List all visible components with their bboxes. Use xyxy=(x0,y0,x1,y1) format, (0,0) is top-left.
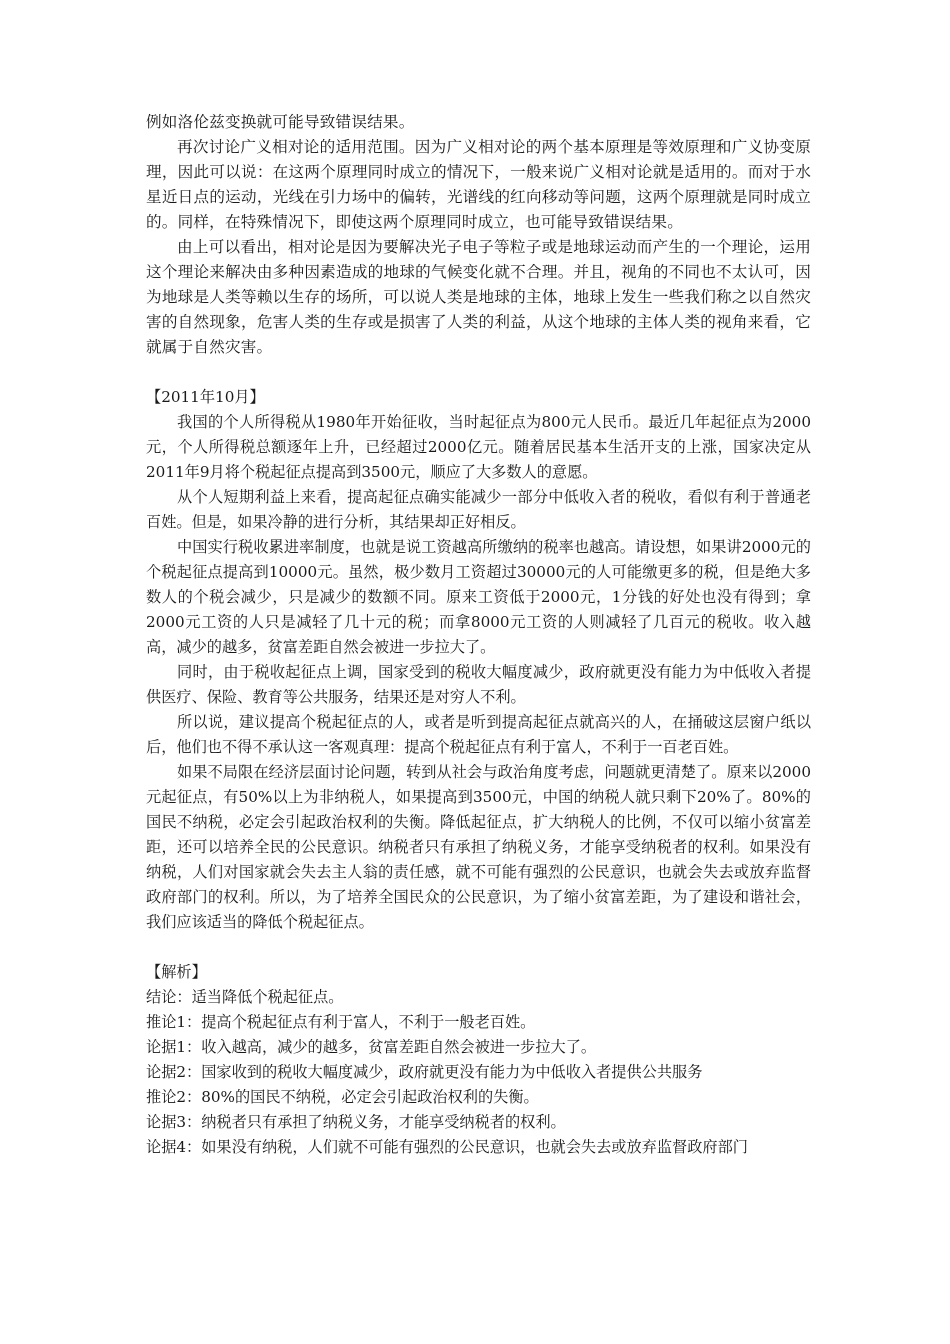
analysis-section xyxy=(146,960,811,1160)
paragraph: 同时，由于税收起征点上调，国家受到的税收大幅度减少，政府就更没有能力为中低收入者提供医疗、保险、教育等公共服务，结果还是对穷人不利。 xyxy=(146,663,811,706)
paragraph: 由上可以看出，相对论是因为要解决光子电子等粒子或是地球运动而产生的一个理论，运用这个理论来解决由多种因素造成的地球的气候变化就不合理。并且，视角的不同也不太认可，因为地球是人类等赖以生存的场所，可以说人类是地球的主体，地球上发生一些我们称之以自然灾害的自然现象，危害人类的生存或是损害了人类的利益，从这个地球的主体人类的视角来看，它就属于自然灾害。 xyxy=(146,238,811,356)
analysis-line: 推论2：80%的国民不纳税，必定会引起政治权利的失衡。 xyxy=(146,1088,539,1106)
section-heading: 【2011年10月】 xyxy=(146,388,265,406)
paragraph: 例如洛伦兹变换就可能导致错误结果。 xyxy=(146,113,415,131)
paragraph: 如果不局限在经济层面讨论问题，转到从社会与政治角度考虑，问题就更清楚了。原来以2000元起征点，有50%以上为非纳税人，如果提高到3500元，中国的纳税人就只剩下20%了。80%的国民不纳税，必定会引起政治权利的失衡。降低起征点，扩大纳税人的比例，不仅可以缩小贫富差距，还可以培养全民的公民意识。纳税者只有承担了纳税义务，才能享受纳税者的权利。如果没有纳税，人们对国家就会失去主人翁的责任感，就不可能有强烈的公民意识，也就会失去或放弃监督政府部门的权利。所以，为了培养全国民众的公民意识，为了缩小贫富差距，为了建设和谐社会，我们应该适当的降低个税起征点。 xyxy=(146,763,811,931)
analysis-line: 论据2：国家收到的税收大幅度减少，政府就更没有能力为中低收入者提供公共服务 xyxy=(146,1063,703,1081)
spacer xyxy=(146,935,811,960)
relativity-section xyxy=(146,110,811,360)
analysis-line: 论据4：如果没有纳税，人们就不可能有强烈的公民意识，也就会失去或放弃监督政府部门 xyxy=(146,1138,748,1156)
analysis-line: 论据1：收入越高，减少的越多，贫富差距自然会被进一步拉大了。 xyxy=(146,1038,597,1056)
paragraph: 中国实行税收累进率制度，也就是说工资越高所缴纳的税率也越高。请设想，如果讲2000元的个税起征点提高到10000元。虽然，极少数月工资超过30000元的人可能缴更多的税，但是绝大多数人的个税会减少，只是减少的数额不同。原来工资低于2000元，1分钱的好处也没有得到；拿2000元工资的人只是减轻了几十元的税；而拿8000元工资的人则减轻了几百元的税收。收入越高，减少的越多，贫富差距自然会被进一步拉大了。 xyxy=(146,538,811,656)
paragraph: 再次讨论广义相对论的适用范围。因为广义相对论的两个基本原理是等效原理和广义协变原理，因此可以说：在这两个原理同时成立的情况下，一般来说广义相对论就是适用的。而对于水星近日点的运动，光线在引力场中的偏转，光谱线的红向移动等问题，这两个原理就是同时成立的。同样，在特殊情况下，即使这两个原理同时成立，也可能导致错误结果。 xyxy=(146,138,811,231)
paragraph: 所以说，建议提高个税起征点的人，或者是听到提高起征点就高兴的人，在捅破这层窗户纸以后，他们也不得不承认这一客观真理：提高个税起征点有利于富人，不利于一百老百姓。 xyxy=(146,713,811,756)
analysis-line: 推论1：提高个税起征点有利于富人，不利于一般老百姓。 xyxy=(146,1013,536,1031)
tax-section xyxy=(146,385,811,935)
spacer xyxy=(146,360,811,385)
analysis-heading: 【解析】 xyxy=(146,963,207,981)
paragraph: 我国的个人所得税从1980年开始征收，当时起征点为800元人民币。最近几年起征点为2000元，个人所得税总额逐年上升，已经超过2000亿元。随着居民基本生活开支的上涨，国家决定从2011年9月将个税起征点提高到3500元，顺应了大多数人的意愿。 xyxy=(146,413,811,481)
paragraph: 从个人短期利益上来看，提高起征点确实能减少一部分中低收入者的税收，看似有利于普通老百姓。但是，如果冷静的进行分析，其结果却正好相反。 xyxy=(146,488,811,531)
analysis-line: 论据3：纳税者只有承担了纳税义务，才能享受纳税者的权利。 xyxy=(146,1113,566,1131)
analysis-line: 结论：适当降低个税起征点。 xyxy=(146,988,344,1006)
document-page xyxy=(146,110,811,1160)
